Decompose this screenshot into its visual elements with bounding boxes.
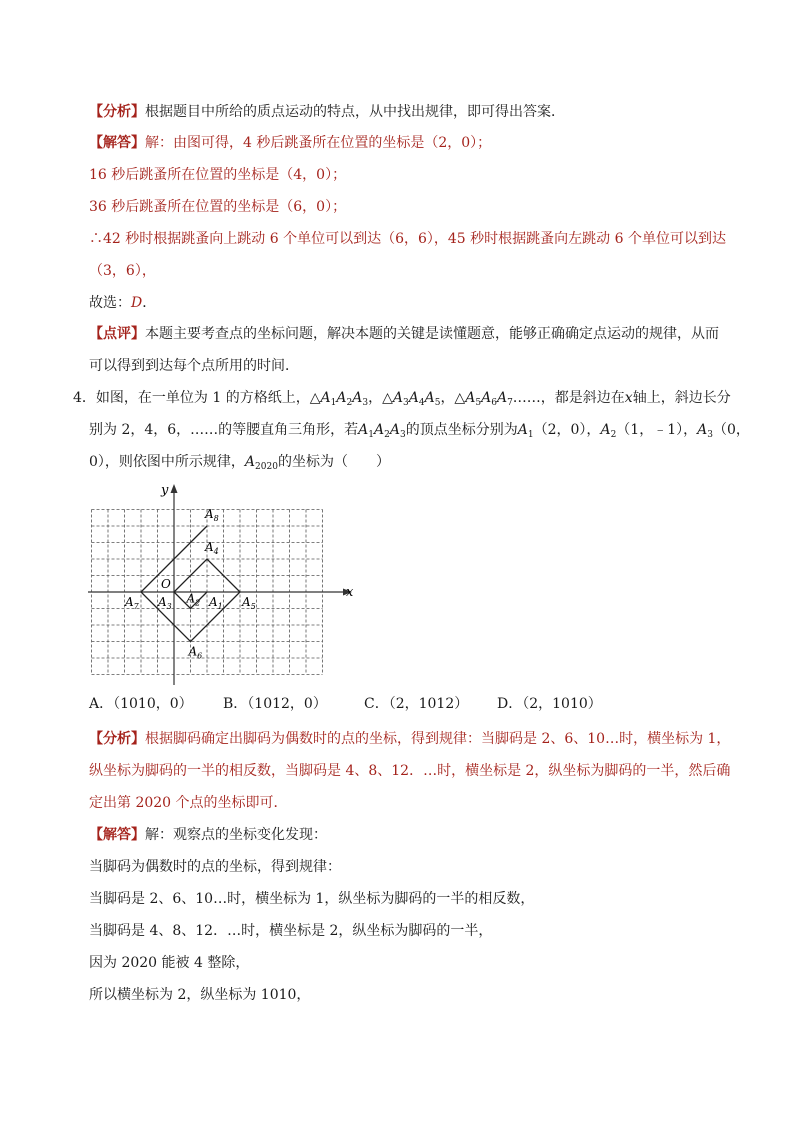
q3-answer-l3: 36 秒后跳蚤所在位置的坐标是（6，0）； [89, 199, 347, 215]
triangle-sub: 2 [346, 398, 353, 408]
point-label-sub: 1 [217, 602, 223, 611]
analysis-text: 根据脚码确定出脚码为偶数时的点的坐标，得到规律：当脚码是 2、6、10…时，横坐标为 1， [145, 731, 731, 747]
triangle-vertex: A [336, 390, 347, 406]
q3-comment [89, 325, 719, 343]
triangle-sub: 6 [491, 398, 497, 408]
point-label-a2: $A_2$ [186, 591, 201, 608]
option-b: B．（1012，0） [223, 696, 327, 712]
q4-stem-l1 [73, 389, 731, 412]
point-label-sub: 6 [197, 651, 203, 661]
triangle-polyline [141, 526, 240, 642]
triangle-vertex: A [320, 390, 331, 406]
coordinate-grid-figure [88, 480, 360, 685]
triangle-sub: 1 [368, 430, 375, 440]
point-coord: （2，0）， [533, 422, 601, 438]
point-label-sub: 5 [250, 602, 256, 611]
stem-text: 的顶点坐标分别为 [405, 422, 518, 438]
triangle-sub: 7 [507, 398, 513, 408]
point-label-sub: 8 [213, 514, 219, 523]
target-point-sub: 2020 [255, 462, 278, 472]
option-c: C．（2，1012） [364, 696, 469, 712]
q4-answer-l6: 所以横坐标为 2，纵坐标为 1010， [89, 987, 311, 1003]
triangle-sub: 3 [400, 430, 406, 440]
triangle-vertex: A [389, 422, 401, 438]
point-label-sub: 3 [166, 602, 172, 611]
analysis-text: 根据题目中所给的质点运动的特点，从中找出规律，即可得出答案． [145, 104, 565, 120]
triangle-sub: 1 [330, 398, 337, 408]
separator: ，△ [368, 390, 393, 406]
q3-choice [89, 294, 156, 312]
y-axis-label: y [161, 483, 169, 498]
point-label-a5: $A_5$ [242, 595, 256, 611]
point-label-a6: $A_6$ [188, 644, 203, 661]
analysis-tag: 【分析】 [89, 731, 145, 747]
answer-tag: 【解答】 [89, 135, 145, 151]
point-labels [124, 507, 256, 661]
answer-text: 解：观察点的坐标变化发现： [145, 827, 327, 843]
point-label-sub: 4 [213, 547, 219, 556]
option-d: D．（2，1010） [497, 696, 602, 712]
q3-comment-l2: 可以得到到达每个点所用的时间． [89, 358, 299, 374]
point-label-a1: $A_1$ [209, 595, 223, 611]
q4-stem-l3 [89, 453, 390, 476]
option-a: A．（1010，0） [89, 696, 193, 712]
q3-answer-l2: 16 秒后跳蚤所在位置的坐标是（4，0）； [89, 167, 347, 183]
q4-answer-l4: 当脚码是 4、8、12．…时，横坐标是 2，纵坐标为脚码的一半， [89, 923, 493, 939]
analysis-tag: 【分析】 [89, 104, 145, 120]
q4-answer-l5: 因为 2020 能被 4 整除， [89, 955, 250, 971]
triangle-sub: 4 [418, 398, 425, 408]
q4-analysis-l3: 定出第 2020 个点的坐标即可． [89, 795, 288, 811]
point-letter: A [697, 422, 708, 438]
stem-text: 轴上，斜边长分 [632, 390, 731, 406]
triangle-vertex: A [352, 390, 363, 406]
triangle-vertex: A [392, 390, 403, 406]
question-number: 4． [73, 390, 96, 406]
triangle-vertex: A [465, 390, 476, 406]
point-sub: 2 [610, 430, 617, 440]
triangle-sub: 3 [402, 398, 409, 408]
stem-text: 的坐标为（ ） [277, 454, 390, 470]
q4-answer-l2: 当脚码为偶数时的点的坐标，得到规律： [89, 859, 341, 875]
point-label-a7: $A_7$ [125, 595, 139, 611]
point-sub: 3 [707, 430, 713, 440]
triangle-vertex: A [408, 390, 419, 406]
triangle-sub: 5 [475, 398, 482, 408]
stem-text: 如图，在一单位为 1 的方格纸上，△ [95, 390, 321, 406]
stem-text: 0），则依图中所示规律， [89, 454, 245, 470]
triangle-vertex: A [424, 390, 435, 406]
triangle-vertex: A [481, 390, 492, 406]
axis-variable: x [624, 390, 633, 406]
q4-analysis-l2: 纵坐标为脚码的一半的相反数，当脚码是 4、8、12．…时，横坐标是 2，纵坐标为脚码的一半，然后确 [89, 763, 731, 779]
q3-analysis [89, 103, 565, 121]
point-label-a4: $A_4$ [205, 540, 219, 556]
triangle-vertex: A [374, 422, 385, 438]
y-axis-arrow [171, 484, 178, 493]
choice-value: D [131, 295, 143, 311]
choice-prefix: 故选： [89, 295, 131, 311]
q3-answer-l5: （3，6）， [89, 263, 156, 279]
point-sub: 1 [527, 430, 534, 440]
target-point-letter: A [244, 454, 256, 470]
origin-label: O [161, 577, 171, 591]
point-letter: A [517, 422, 528, 438]
triangle-path [141, 526, 240, 642]
point-letter: A [600, 422, 611, 438]
triangle-vertex: A [358, 422, 369, 438]
q4-answer [89, 826, 327, 844]
separator: ，△ [440, 390, 466, 406]
choice-suffix: ． [142, 295, 157, 311]
stem-text: 别为 2，4，6，……的等腰直角三角形，若 [89, 422, 359, 438]
point-label-a3: $A_3$ [158, 595, 172, 611]
q4-answer-l3: 当脚码是 2、6、10…时，横坐标为 1，纵坐标为脚码的一半的相反数， [89, 891, 535, 907]
comment-text: 本题主要考查点的坐标问题，解决本题的关键是读懂题意，能够正确确定点运动的规律，从而 [145, 326, 719, 342]
point-label-a8: $A_8$ [205, 507, 219, 523]
q4-analysis [89, 730, 730, 748]
triangle-sub: 3 [362, 398, 369, 408]
answer-tag: 【解答】 [89, 827, 145, 843]
point-coord: （0， [712, 422, 750, 438]
point-coord: （1，﹣1）， [616, 422, 698, 438]
comment-tag: 【点评】 [89, 326, 145, 342]
q3-answer-l4: ∴42 秒时根据跳蚤向上跳动 6 个单位可以到达（6，6），45 秒时根据跳蚤向左跳动 6 个单位可以到达 [89, 231, 726, 247]
point-label-sub: 2 [195, 598, 201, 608]
triangle-sub: 2 [384, 430, 390, 440]
q3-answer-line [89, 134, 491, 152]
answer-text: 解：由图可得，4 秒后跳蚤所在位置的坐标是（2，0）； [145, 135, 492, 151]
stem-text: ……，都是斜边在 [512, 390, 625, 406]
x-axis-label: x [346, 585, 354, 600]
q4-stem-l2 [89, 421, 750, 444]
triangle-vertex: A [496, 390, 508, 406]
point-label-sub: 7 [133, 602, 139, 611]
triangle-sub: 5 [434, 398, 441, 408]
